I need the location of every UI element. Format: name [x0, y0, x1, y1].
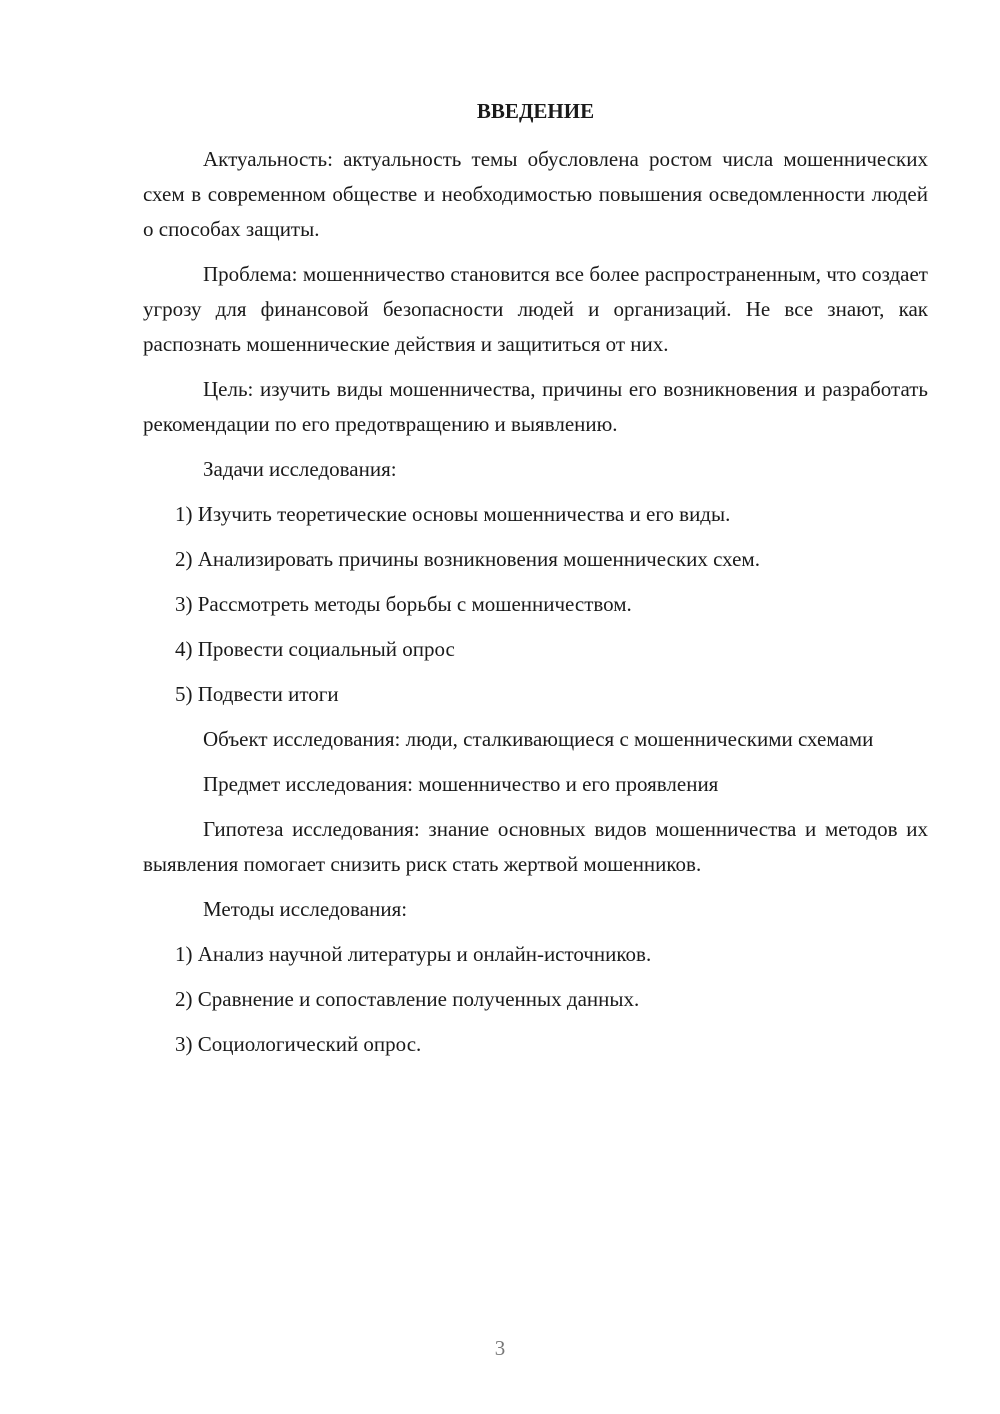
- tasks-list: [143, 497, 928, 712]
- list-item: 1) Изучить теоретические основы мошенничества и его виды.: [175, 502, 731, 526]
- page-number: 3: [494, 1336, 506, 1360]
- list-item: 5) Подвести итоги: [175, 682, 339, 706]
- document-body: [143, 142, 928, 1072]
- subject-paragraph: Предмет исследования: мошенничество и его проявления: [203, 772, 719, 796]
- methods-list: [143, 937, 928, 1062]
- relevance-paragraph: Актуальность: актуальность темы обусловлена ростом числа мошеннических схем в современном обществе и необходимостью повышения осведомленности людей о способах защиты.: [143, 147, 928, 241]
- list-item: 2) Сравнение и сопоставление полученных данных.: [175, 987, 640, 1011]
- list-item: 1) Анализ научной литературы и онлайн-источников.: [175, 942, 652, 966]
- list-item: 3) Рассмотреть методы борьбы с мошенничеством.: [175, 592, 632, 616]
- list-item: 2) Анализировать причины возникновения мошеннических схем.: [175, 547, 760, 571]
- page-title: ВВЕДЕНИЕ: [476, 99, 595, 123]
- problem-paragraph: Проблема: мошенничество становится все более распространенным, что создает угрозу для финансовой безопасности людей и организаций. Не все знают, как распознать мошеннические действия и защититься от них.: [143, 262, 928, 356]
- methods-heading: Методы исследования:: [203, 897, 408, 921]
- list-item: 3) Социологический опрос.: [175, 1032, 422, 1056]
- list-item: 4) Провести социальный опрос: [175, 637, 455, 661]
- tasks-heading: Задачи исследования:: [203, 457, 397, 481]
- object-paragraph: Объект исследования: люди, сталкивающиеся с мошенническими схемами: [203, 727, 874, 751]
- goal-paragraph: Цель: изучить виды мошенничества, причины его возникновения и разработать рекомендации по его предотвращению и выявлению.: [143, 377, 928, 436]
- hypothesis-paragraph: Гипотеза исследования: знание основных видов мошенничества и методов их выявления помогает снизить риск стать жертвой мошенников.: [143, 817, 928, 876]
